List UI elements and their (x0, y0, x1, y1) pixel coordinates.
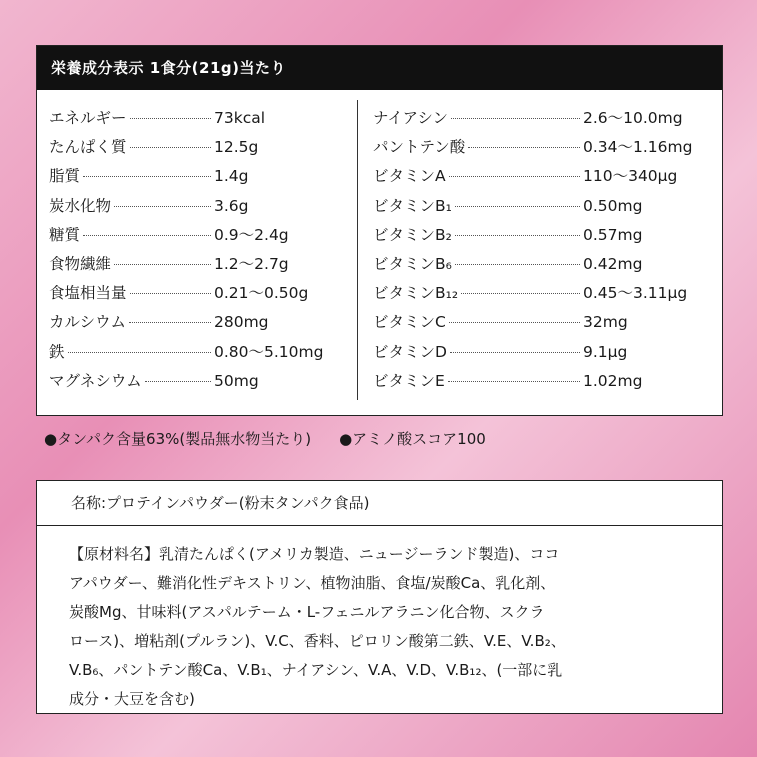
nutrient-row (49, 106, 349, 135)
ingredients-line: ロース)、増粘剤(プルラン)、V.C、香料、ピロリン酸第二鉄、V.E、V.B₂、 (69, 632, 566, 650)
nutrient-value: 0.45〜3.11μg (583, 284, 688, 303)
nutrient-row (49, 369, 349, 398)
nutrient-name: ビタミンB₆ (373, 254, 452, 273)
nutrient-name: ビタミンD (373, 342, 447, 361)
nutrient-name: ナイアシン (373, 109, 448, 127)
nutrient-name: 炭水化物 (49, 196, 112, 215)
nutrient-value: 50mg (214, 371, 259, 390)
nutrient-value: 3.6g (214, 196, 249, 215)
nutrient-row (373, 106, 715, 135)
nutrient-name-wrap (49, 369, 214, 391)
nutrient-value: 1.2〜2.7g (214, 254, 289, 273)
nutrient-name: ビタミンE (373, 371, 445, 390)
nutrient-row (49, 223, 349, 252)
nutrient-name-wrap (49, 194, 214, 216)
nutrient-name-wrap (373, 106, 583, 128)
nutrient-name: 食物繊維 (49, 254, 112, 273)
nutrient-value: 2.6〜10.0mg (583, 109, 683, 127)
nutrient-value: 1.02mg (583, 371, 643, 390)
nutrient-name-wrap (373, 194, 583, 216)
nutrient-value: 0.50mg (583, 196, 643, 215)
nutrient-name-wrap (373, 369, 583, 391)
amino-score-note: ●アミノ酸スコア100 (339, 430, 486, 448)
leader-dots (450, 352, 580, 353)
notes (44, 428, 486, 449)
nutrient-row (373, 340, 715, 369)
leader-dots (68, 352, 211, 353)
nutrition-right-column (373, 106, 715, 398)
leader-dots (114, 264, 211, 265)
product-name: 名称:プロテインパウダー(粉末タンパク食品) (37, 481, 722, 526)
nutrient-value: 0.80〜5.10mg (214, 342, 324, 361)
leader-dots (129, 322, 211, 323)
nutrient-row (373, 164, 715, 193)
nutrient-name-wrap (373, 340, 583, 362)
nutrient-name: ビタミンB₁₂ (373, 284, 459, 303)
ingredients-text (37, 526, 722, 714)
nutrient-name-wrap (373, 281, 583, 303)
leader-dots (455, 264, 580, 265)
nutrient-value: 110〜340μg (583, 167, 678, 186)
nutrient-name-wrap (373, 310, 583, 332)
nutrient-value: 73kcal (214, 109, 266, 127)
nutrient-row (49, 194, 349, 223)
nutrient-row (373, 310, 715, 339)
nutrient-name-wrap (49, 281, 214, 303)
nutrient-row (373, 223, 715, 252)
leader-dots (83, 176, 211, 177)
nutrient-name-wrap (49, 135, 214, 157)
nutrient-row (373, 281, 715, 310)
nutrient-name-wrap (49, 106, 214, 128)
nutrient-row (49, 281, 349, 310)
leader-dots (130, 147, 211, 148)
nutrient-value: 0.9〜2.4g (214, 225, 289, 244)
nutrient-name-wrap (49, 164, 214, 186)
nutrient-name-wrap (373, 252, 583, 274)
nutrient-name: ビタミンB₂ (373, 225, 452, 244)
nutrient-name: たんぱく質 (49, 138, 127, 157)
leader-dots (449, 176, 580, 177)
nutrient-value: 0.34〜1.16mg (583, 138, 693, 157)
nutrition-columns (37, 90, 722, 417)
leader-dots (130, 293, 211, 294)
nutrient-name: 糖質 (49, 225, 81, 244)
nutrient-row (373, 135, 715, 164)
nutrient-row (49, 164, 349, 193)
nutrient-value: 32mg (583, 313, 628, 332)
nutrient-row (49, 135, 349, 164)
nutrient-name: マグネシウム (49, 371, 142, 390)
nutrient-value: 9.1μg (583, 342, 628, 361)
nutrition-panel (36, 45, 723, 416)
nutrient-row (49, 340, 349, 369)
ingredients-line: V.B₆、パントテン酸Ca、V.B₁、ナイアシン、V.A、V.D、V.B₁₂、(一部に乳 (69, 661, 563, 679)
nutrient-value: 0.42mg (583, 254, 643, 273)
nutrition-header: 栄養成分表示 1食分(21g)当たり (37, 46, 722, 90)
leader-dots (145, 381, 211, 382)
leader-dots (83, 235, 211, 236)
nutrient-row (373, 194, 715, 223)
nutrient-value: 12.5g (214, 138, 259, 157)
leader-dots (468, 147, 580, 148)
nutrient-name: ビタミンA (373, 167, 446, 186)
nutrient-value: 0.21〜0.50g (214, 284, 309, 303)
nutrient-name-wrap (373, 223, 583, 245)
nutrient-name-wrap (49, 340, 214, 362)
nutrient-name: エネルギー (49, 109, 127, 127)
leader-dots (130, 118, 211, 119)
nutrient-name: パントテン酸 (373, 138, 466, 157)
column-divider (357, 100, 358, 400)
nutrient-name: カルシウム (49, 313, 126, 332)
nutrition-left-column (49, 106, 349, 398)
nutrient-row (373, 252, 715, 281)
ingredients-line: アパウダー、難消化性デキストリン、植物油脂、食塩/炭酸Ca、乳化剤、 (69, 574, 556, 592)
leader-dots (114, 206, 211, 207)
nutrient-name-wrap (49, 310, 214, 332)
nutrient-name: ビタミンB₁ (373, 196, 452, 215)
nutrient-row (373, 369, 715, 398)
nutrient-name-wrap (49, 223, 214, 245)
nutrient-name-wrap (373, 164, 583, 186)
nutrient-value: 0.57mg (583, 225, 643, 244)
nutrient-name: 脂質 (49, 167, 81, 186)
ingredients-line: 成分・大豆を含む) (69, 690, 195, 708)
leader-dots (451, 118, 580, 119)
leader-dots (448, 381, 580, 382)
nutrient-name-wrap (49, 252, 214, 274)
nutrient-name: 鉄 (49, 342, 65, 361)
leader-dots (449, 322, 580, 323)
leader-dots (461, 293, 580, 294)
nutrient-name: ビタミンC (373, 313, 446, 332)
nutrient-value: 1.4g (214, 167, 249, 186)
nutrient-name: 食塩相当量 (49, 284, 127, 303)
nutrient-row (49, 252, 349, 281)
leader-dots (455, 206, 580, 207)
product-info-box (36, 480, 723, 714)
protein-content-note: ●タンパク含量63%(製品無水物当たり) (44, 430, 312, 448)
nutrient-value: 280mg (214, 313, 269, 332)
ingredients-line: 【原材料名】乳清たんぱく(アメリカ製造、ニュージーランド製造)、ココ (69, 545, 560, 563)
leader-dots (455, 235, 580, 236)
ingredients-line: 炭酸Mg、甘味料(アスパルテーム・L-フェニルアラニン化合物、スクラ (69, 603, 545, 621)
nutrient-name-wrap (373, 135, 583, 157)
nutrient-row (49, 310, 349, 339)
